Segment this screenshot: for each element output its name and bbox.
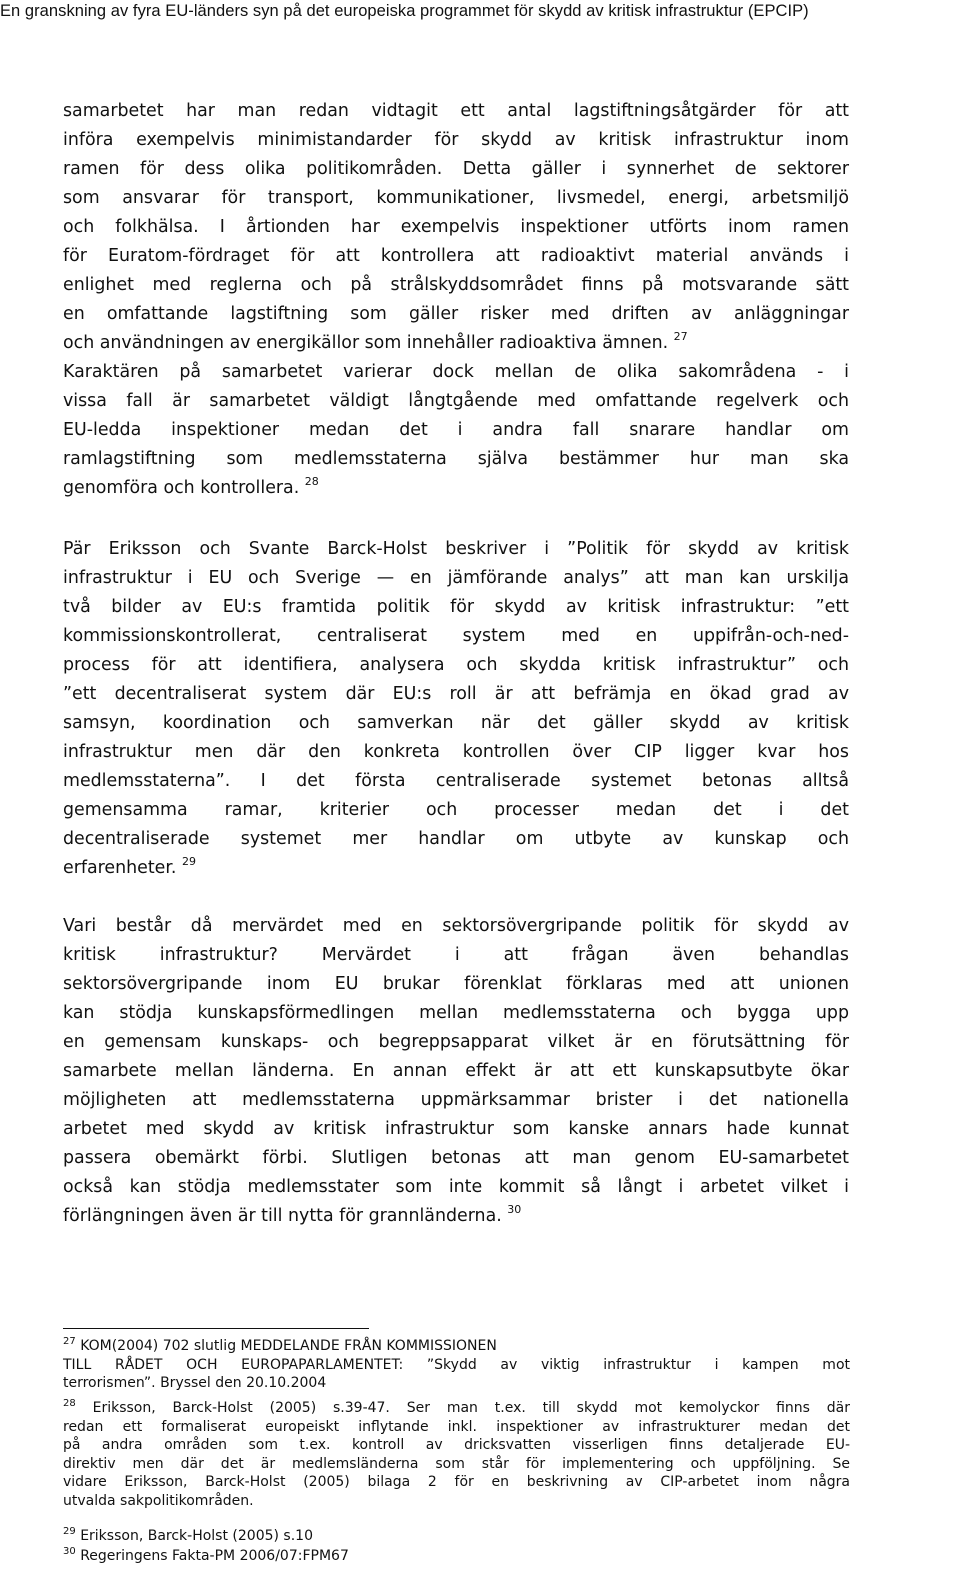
paragraph-line: en gemensam kunskaps- och begreppsapparat vilket är en förutsättning för	[63, 1032, 849, 1052]
paragraph-line: process för att identifiera, analysera och skydda kritisk infrastruktur” och	[63, 655, 849, 675]
footnote-text: direktiv men där det är medlemsländerna som står för implementering och uppföljning. Se	[63, 1455, 850, 1472]
paragraph-line: möjligheten att medlemsstaterna uppmärksammar brister i det nationella	[63, 1090, 849, 1110]
paragraph-1	[63, 97, 849, 503]
paragraph-line: införa exempelvis minimistandarder för skydd av kritisk infrastruktur inom	[63, 130, 849, 150]
paragraph-line: EU-ledda inspektioner medan det i andra fall snarare handlar om	[63, 420, 849, 440]
paragraph-line: sektorsövergripande inom EU brukar förenklat förklaras med att unionen	[63, 974, 849, 994]
paragraph-line: gemensamma ramar, kriterier och processer medan det i det	[63, 800, 849, 820]
footnote-reference[interactable]: 28	[304, 475, 319, 488]
paragraph-line: två bilder av EU:s framtida politik för skydd av kritisk infrastruktur: ”ett	[63, 597, 849, 617]
footnote-line	[63, 1374, 850, 1393]
paragraph-line: kritisk infrastruktur? Mervärdet i att frågan även behandlas	[63, 945, 849, 965]
footnote-number: 29	[63, 1526, 76, 1537]
footnote-line	[63, 1547, 850, 1566]
paragraph-line: erfarenheter. $^{29}$	[63, 855, 196, 878]
paragraph-line: enlighet med reglerna och på strålskyddsområdet finns på motsvarande sätt	[63, 275, 849, 295]
footnote-text: terrorismen”. Bryssel den 20.10.2004	[63, 1375, 327, 1392]
footnote-line	[63, 1455, 850, 1474]
footnote-text: Eriksson, Barck-Holst (2005) s.10	[80, 1528, 313, 1544]
footnote-line	[63, 1418, 850, 1437]
footnote-29	[63, 1527, 850, 1546]
paragraph-line: ”ett decentraliserat system där EU:s roll är att befrämja en ökad grad av	[63, 684, 849, 704]
paragraph-line: kommissionskontrollerat, centraliserat system med en uppifrån-och-ned-	[63, 626, 849, 646]
paragraph-3	[63, 912, 849, 1231]
paragraph-line: decentraliserade systemet mer handlar om utbyte av kunskap och	[63, 829, 849, 849]
paragraph-line: samarbetet har man redan vidtagit ett antal lagstiftningsåtgärder för att	[63, 101, 849, 121]
footnote-line	[63, 1527, 850, 1546]
paragraph-line: ramen för dess olika politikområden. Detta gäller i synnerhet de sektorer	[63, 159, 849, 179]
footnote-text: vidare Eriksson, Barck-Holst (2005) bilaga 2 för en beskrivning av CIP-arbetet inom några	[63, 1474, 850, 1491]
footnote-text: Regeringens Fakta-PM 2006/07:FPM67	[80, 1548, 349, 1564]
footnote-line	[63, 1436, 850, 1455]
footnote-line	[63, 1492, 850, 1511]
paragraph-line: för Euratom-fördraget för att kontrollera att radioaktivt material används i	[63, 246, 849, 266]
footnote-number: 27	[63, 1336, 76, 1347]
footnote-line	[63, 1356, 850, 1375]
footnote-text: redan ett formaliserat europeiskt inflytande inkl. inspektioner av infrastrukturer medan det	[63, 1418, 850, 1435]
footnote-30	[63, 1547, 850, 1566]
paragraph-line: Pär Eriksson och Svante Barck-Holst beskriver i ”Politik för skydd av kritisk	[63, 539, 849, 559]
paragraph-line: Karaktären på samarbetet varierar dock mellan de olika sakområdena - i	[63, 362, 849, 382]
footnote-27	[63, 1337, 850, 1393]
footnote-text: KOM(2004) 702 slutlig MEDDELANDE FRÅN KOMMISSIONEN	[80, 1338, 497, 1354]
footnote-number: 28	[63, 1398, 76, 1409]
footnote-28	[63, 1399, 850, 1511]
footnote-text: Eriksson, Barck-Holst (2005) s.39-47. Ser man t.ex. till skydd mot kemolyckor finns där	[92, 1400, 851, 1416]
paragraph-line: kan stödja kunskapsförmedlingen mellan medlemsstaterna och bygga upp	[63, 1003, 849, 1023]
paragraph-2	[63, 535, 849, 883]
footnote-text: TILL RÅDET OCH EUROPAPARLAMENTET: ”Skydd av viktig infrastruktur i kampen mot	[63, 1356, 850, 1373]
footnote-line	[63, 1473, 850, 1492]
paragraph-line: Vari består då mervärdet med en sektorsövergripande politik för skydd av	[63, 916, 849, 936]
footnote-separator	[63, 1328, 369, 1329]
paragraph-line: samsyn, koordination och samverkan när det gäller skydd av kritisk	[63, 713, 849, 733]
paragraph-line: genomföra och kontrollera. $^{28}$	[63, 475, 319, 498]
paragraph-line: och folkhälsa. I årtionden har exempelvis inspektioner utförts inom ramen	[63, 217, 849, 237]
running-header: En granskning av fyra EU-länders syn på det europeiska programmet för skydd av kritisk infrastruktur (EPCIP)	[0, 2, 809, 20]
paragraph-line: ramlagstiftning som medlemsstaterna själva bestämmer hur man ska	[63, 449, 849, 469]
footnote-reference[interactable]: 29	[181, 855, 196, 868]
footnote-text: utvalda sakpolitikområden.	[63, 1492, 254, 1509]
paragraph-line: en omfattande lagstiftning som gäller risker med driften av anläggningar	[63, 304, 849, 324]
paragraph-line: förlängningen även är till nytta för grannländerna. $^{30}$	[63, 1203, 522, 1226]
paragraph-line: passera obemärkt förbi. Slutligen betonas att man genom EU-samarbetet	[63, 1148, 849, 1168]
footnote-text: på andra områden som t.ex. kontroll av dricksvatten visserligen finns detaljerade EU-	[63, 1437, 850, 1454]
paragraph-line: samarbete mellan länderna. En annan effekt är att ett kunskapsutbyte ökar	[63, 1061, 849, 1081]
paragraph-line: vissa fall är samarbetet väldigt långtgående med omfattande regelverk och	[63, 391, 849, 411]
paragraph-line: arbetet med skydd av kritisk infrastruktur som kanske annars hade kunnat	[63, 1119, 849, 1139]
footnote-reference[interactable]: 27	[673, 330, 688, 343]
paragraph-line: infrastruktur i EU och Sverige — en jämförande analys” att man kan urskilja	[63, 568, 849, 588]
footnote-number: 30	[63, 1546, 76, 1557]
paragraph-line: infrastruktur men där den konkreta kontrollen över CIP ligger kvar hos	[63, 742, 849, 762]
footnote-line	[63, 1399, 850, 1418]
footnote-line	[63, 1337, 850, 1356]
paragraph-line: och användningen av energikällor som innehåller radioaktiva ämnen. $^{27}$	[63, 330, 688, 353]
paragraph-line: också kan stödja medlemsstater som inte kommit så långt i arbetet vilket i	[63, 1177, 849, 1197]
footnote-reference[interactable]: 30	[507, 1203, 522, 1216]
paragraph-line: som ansvarar för transport, kommunikationer, livsmedel, energi, arbetsmiljö	[63, 188, 849, 208]
paragraph-line: medlemsstaterna”. I det första centraliserade systemet betonas alltså	[63, 771, 849, 791]
